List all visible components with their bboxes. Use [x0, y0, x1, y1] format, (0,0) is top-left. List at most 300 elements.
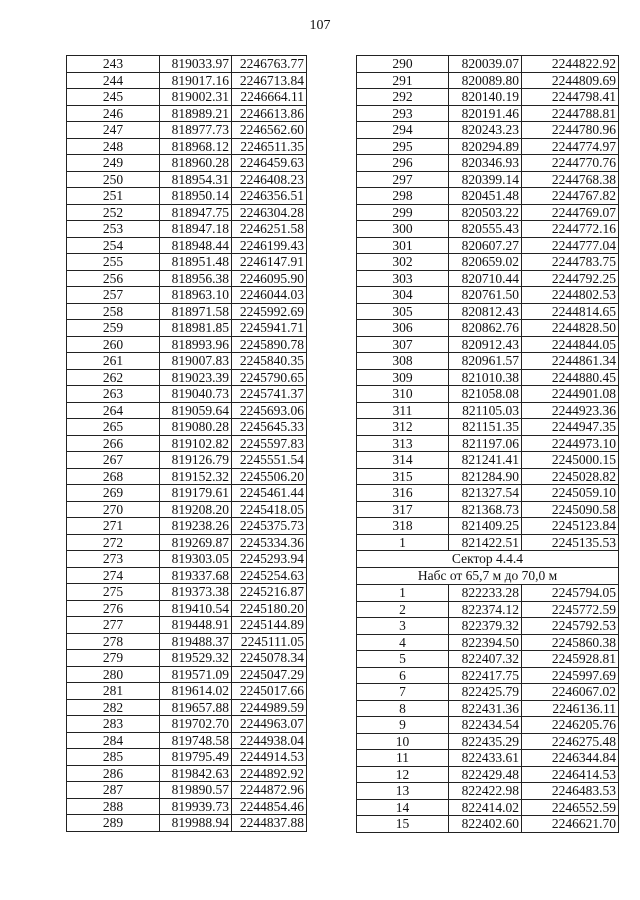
point-number-cell: 13 [357, 783, 449, 800]
x-coordinate-cell: 818947.18 [160, 221, 232, 238]
x-coordinate-cell: 822431.36 [449, 700, 522, 717]
x-coordinate-cell: 822434.54 [449, 717, 522, 734]
x-coordinate-cell: 819126.79 [160, 452, 232, 469]
y-coordinate-cell: 2244938.04 [232, 732, 307, 749]
point-number-cell: 243 [67, 56, 160, 73]
y-coordinate-cell: 2244798.41 [522, 89, 619, 106]
table-row [357, 518, 619, 535]
point-number-cell: 297 [357, 171, 449, 188]
table-row [357, 188, 619, 205]
y-coordinate-cell: 2245941.71 [232, 320, 307, 337]
y-coordinate-cell: 2244947.35 [522, 419, 619, 436]
table-row [67, 798, 307, 815]
x-coordinate-cell: 820912.43 [449, 336, 522, 353]
y-coordinate-cell: 2245047.29 [232, 666, 307, 683]
y-coordinate-cell: 2245693.06 [232, 402, 307, 419]
point-number-cell: 312 [357, 419, 449, 436]
point-number-cell: 1 [357, 534, 449, 551]
y-coordinate-cell: 2246356.51 [232, 188, 307, 205]
point-number-cell: 259 [67, 320, 160, 337]
x-coordinate-cell: 819614.02 [160, 683, 232, 700]
y-coordinate-cell: 2244989.59 [232, 699, 307, 716]
y-coordinate-cell: 2245992.69 [232, 303, 307, 320]
table-row [357, 303, 619, 320]
table-row [67, 468, 307, 485]
y-coordinate-cell: 2244963.07 [232, 716, 307, 733]
point-number-cell: 287 [67, 782, 160, 799]
point-number-cell: 307 [357, 336, 449, 353]
point-number-cell: 256 [67, 270, 160, 287]
y-coordinate-cell: 2245741.37 [232, 386, 307, 403]
x-coordinate-cell: 819410.54 [160, 600, 232, 617]
table-row [67, 551, 307, 568]
point-number-cell: 304 [357, 287, 449, 304]
point-number-cell: 281 [67, 683, 160, 700]
y-coordinate-cell: 2244774.97 [522, 138, 619, 155]
point-number-cell: 284 [67, 732, 160, 749]
point-number-cell: 314 [357, 452, 449, 469]
x-coordinate-cell: 819448.91 [160, 617, 232, 634]
y-coordinate-cell: 2245216.87 [232, 584, 307, 601]
point-number-cell: 246 [67, 105, 160, 122]
point-number-cell: 290 [357, 56, 449, 73]
table-row [357, 336, 619, 353]
point-number-cell: 261 [67, 353, 160, 370]
x-coordinate-cell: 821409.25 [449, 518, 522, 535]
x-coordinate-cell: 820503.22 [449, 204, 522, 221]
y-coordinate-cell: 2246552.59 [522, 799, 619, 816]
point-number-cell: 296 [357, 155, 449, 172]
y-coordinate-cell: 2244872.96 [232, 782, 307, 799]
x-coordinate-cell: 818981.85 [160, 320, 232, 337]
y-coordinate-cell: 2244802.53 [522, 287, 619, 304]
table-row [357, 138, 619, 155]
table-row [357, 270, 619, 287]
point-number-cell: 247 [67, 122, 160, 139]
x-coordinate-cell: 822402.60 [449, 816, 522, 833]
point-number-cell: 2 [357, 601, 449, 618]
point-number-cell: 12 [357, 766, 449, 783]
x-coordinate-cell: 820961.57 [449, 353, 522, 370]
table-row [357, 816, 619, 833]
point-number-cell: 262 [67, 369, 160, 386]
y-coordinate-cell: 2244973.10 [522, 435, 619, 452]
y-coordinate-cell: 2245078.34 [232, 650, 307, 667]
y-coordinate-cell: 2244861.34 [522, 353, 619, 370]
table-row [357, 72, 619, 89]
x-coordinate-cell: 822429.48 [449, 766, 522, 783]
y-coordinate-cell: 2245928.81 [522, 651, 619, 668]
y-coordinate-cell: 2244854.46 [232, 798, 307, 815]
table-row [357, 667, 619, 684]
y-coordinate-cell: 2245059.10 [522, 485, 619, 502]
table-row [67, 633, 307, 650]
x-coordinate-cell: 820243.23 [449, 122, 522, 139]
y-coordinate-cell: 2246044.03 [232, 287, 307, 304]
x-coordinate-cell: 821151.35 [449, 419, 522, 436]
y-coordinate-cell: 2244767.82 [522, 188, 619, 205]
point-number-cell: 264 [67, 402, 160, 419]
x-coordinate-cell: 822425.79 [449, 684, 522, 701]
x-coordinate-cell: 819571.09 [160, 666, 232, 683]
table-row [67, 336, 307, 353]
point-number-cell: 292 [357, 89, 449, 106]
table-row [67, 732, 307, 749]
x-coordinate-cell: 819373.38 [160, 584, 232, 601]
point-number-cell: 298 [357, 188, 449, 205]
x-coordinate-cell: 820294.89 [449, 138, 522, 155]
table-row [67, 419, 307, 436]
y-coordinate-cell: 2245794.05 [522, 585, 619, 602]
x-coordinate-cell: 818948.44 [160, 237, 232, 254]
point-number-cell: 268 [67, 468, 160, 485]
x-coordinate-cell: 820812.43 [449, 303, 522, 320]
point-number-cell: 318 [357, 518, 449, 535]
y-coordinate-cell: 2244822.92 [522, 56, 619, 73]
x-coordinate-cell: 819303.05 [160, 551, 232, 568]
y-coordinate-cell: 2246459.63 [232, 155, 307, 172]
y-coordinate-cell: 2244923.36 [522, 402, 619, 419]
sector-subtitle: Набс от 65,7 м до 70,0 м [357, 568, 619, 585]
table-row [357, 783, 619, 800]
x-coordinate-cell: 819488.37 [160, 633, 232, 650]
point-number-cell: 244 [67, 72, 160, 89]
table-row [67, 435, 307, 452]
y-coordinate-cell: 2246304.28 [232, 204, 307, 221]
x-coordinate-cell: 818971.58 [160, 303, 232, 320]
x-coordinate-cell: 819795.49 [160, 749, 232, 766]
table-row [67, 584, 307, 601]
x-coordinate-cell: 819657.88 [160, 699, 232, 716]
point-number-cell: 305 [357, 303, 449, 320]
y-coordinate-cell: 2246095.90 [232, 270, 307, 287]
x-coordinate-cell: 821105.03 [449, 402, 522, 419]
x-coordinate-cell: 819023.39 [160, 369, 232, 386]
point-number-cell: 255 [67, 254, 160, 271]
point-number-cell: 5 [357, 651, 449, 668]
table-row [67, 815, 307, 832]
x-coordinate-cell: 821241.41 [449, 452, 522, 469]
x-coordinate-cell: 819080.28 [160, 419, 232, 436]
table-row [357, 204, 619, 221]
table-row [357, 435, 619, 452]
table-row [357, 56, 619, 73]
point-number-cell: 253 [67, 221, 160, 238]
x-coordinate-cell: 820862.76 [449, 320, 522, 337]
table-row [67, 782, 307, 799]
x-coordinate-cell: 821422.51 [449, 534, 522, 551]
x-coordinate-cell: 819529.32 [160, 650, 232, 667]
y-coordinate-cell: 2244892.92 [232, 765, 307, 782]
point-number-cell: 279 [67, 650, 160, 667]
table-row [67, 600, 307, 617]
point-number-cell: 280 [67, 666, 160, 683]
y-coordinate-cell: 2245334.36 [232, 534, 307, 551]
y-coordinate-cell: 2246483.53 [522, 783, 619, 800]
x-coordinate-cell: 819702.70 [160, 716, 232, 733]
y-coordinate-cell: 2244828.50 [522, 320, 619, 337]
x-coordinate-cell: 822422.98 [449, 783, 522, 800]
x-coordinate-cell: 820659.02 [449, 254, 522, 271]
x-coordinate-cell: 819337.68 [160, 567, 232, 584]
y-coordinate-cell: 2244770.76 [522, 155, 619, 172]
x-coordinate-cell: 820710.44 [449, 270, 522, 287]
point-number-cell: 250 [67, 171, 160, 188]
x-coordinate-cell: 819939.73 [160, 798, 232, 815]
table-row [357, 237, 619, 254]
x-coordinate-cell: 822407.32 [449, 651, 522, 668]
point-number-cell: 276 [67, 600, 160, 617]
point-number-cell: 316 [357, 485, 449, 502]
y-coordinate-cell: 2244769.07 [522, 204, 619, 221]
point-number-cell: 275 [67, 584, 160, 601]
table-row [357, 287, 619, 304]
table-row [357, 105, 619, 122]
table-row [67, 485, 307, 502]
x-coordinate-cell: 821368.73 [449, 501, 522, 518]
point-number-cell: 291 [357, 72, 449, 89]
table-row [67, 171, 307, 188]
table-row [357, 485, 619, 502]
y-coordinate-cell: 2245645.33 [232, 419, 307, 436]
y-coordinate-cell: 2246664.11 [232, 89, 307, 106]
point-number-cell: 301 [357, 237, 449, 254]
y-coordinate-cell: 2245375.73 [232, 518, 307, 535]
y-coordinate-cell: 2244844.05 [522, 336, 619, 353]
point-number-cell: 277 [67, 617, 160, 634]
table-row [67, 320, 307, 337]
y-coordinate-cell: 2245997.69 [522, 667, 619, 684]
y-coordinate-cell: 2244914.53 [232, 749, 307, 766]
point-number-cell: 310 [357, 386, 449, 403]
point-number-cell: 311 [357, 402, 449, 419]
table-row [67, 221, 307, 238]
sector-title-row [357, 551, 619, 568]
x-coordinate-cell: 821197.06 [449, 435, 522, 452]
x-coordinate-cell: 820555.43 [449, 221, 522, 238]
point-number-cell: 251 [67, 188, 160, 205]
y-coordinate-cell: 2246205.76 [522, 717, 619, 734]
table-row [357, 402, 619, 419]
y-coordinate-cell: 2245506.20 [232, 468, 307, 485]
y-coordinate-cell: 2246763.77 [232, 56, 307, 73]
point-number-cell: 300 [357, 221, 449, 238]
y-coordinate-cell: 2245000.15 [522, 452, 619, 469]
point-number-cell: 282 [67, 699, 160, 716]
y-coordinate-cell: 2245461.44 [232, 485, 307, 502]
y-coordinate-cell: 2245090.58 [522, 501, 619, 518]
table-row [357, 799, 619, 816]
x-coordinate-cell: 818960.28 [160, 155, 232, 172]
y-coordinate-cell: 2245418.05 [232, 501, 307, 518]
x-coordinate-cell: 819040.73 [160, 386, 232, 403]
point-number-cell: 283 [67, 716, 160, 733]
x-coordinate-cell: 819002.31 [160, 89, 232, 106]
y-coordinate-cell: 2246621.70 [522, 816, 619, 833]
table-row [67, 353, 307, 370]
y-coordinate-cell: 2244768.38 [522, 171, 619, 188]
point-number-cell: 11 [357, 750, 449, 767]
table-row [67, 617, 307, 634]
coordinates-table-left [66, 55, 307, 832]
point-number-cell: 294 [357, 122, 449, 139]
y-coordinate-cell: 2244837.88 [232, 815, 307, 832]
y-coordinate-cell: 2244814.65 [522, 303, 619, 320]
point-number-cell: 266 [67, 435, 160, 452]
table-row [67, 72, 307, 89]
coordinates-table-right [356, 55, 619, 833]
y-coordinate-cell: 2244772.16 [522, 221, 619, 238]
point-number-cell: 285 [67, 749, 160, 766]
x-coordinate-cell: 821327.54 [449, 485, 522, 502]
y-coordinate-cell: 2245254.63 [232, 567, 307, 584]
point-number-cell: 286 [67, 765, 160, 782]
y-coordinate-cell: 2244792.25 [522, 270, 619, 287]
x-coordinate-cell: 822435.29 [449, 733, 522, 750]
x-coordinate-cell: 818954.31 [160, 171, 232, 188]
y-coordinate-cell: 2245840.35 [232, 353, 307, 370]
table-row [67, 254, 307, 271]
y-coordinate-cell: 2245028.82 [522, 468, 619, 485]
y-coordinate-cell: 2245597.83 [232, 435, 307, 452]
table-row [357, 601, 619, 618]
x-coordinate-cell: 819748.58 [160, 732, 232, 749]
table-row [67, 749, 307, 766]
x-coordinate-cell: 819269.87 [160, 534, 232, 551]
x-coordinate-cell: 820089.80 [449, 72, 522, 89]
y-coordinate-cell: 2246147.91 [232, 254, 307, 271]
table-row [357, 468, 619, 485]
table-row [67, 402, 307, 419]
table-row [357, 452, 619, 469]
y-coordinate-cell: 2245860.38 [522, 634, 619, 651]
y-coordinate-cell: 2245890.78 [232, 336, 307, 353]
sector-subtitle-row [357, 568, 619, 585]
y-coordinate-cell: 2246067.02 [522, 684, 619, 701]
x-coordinate-cell: 822233.28 [449, 585, 522, 602]
table-row [357, 618, 619, 635]
point-number-cell: 271 [67, 518, 160, 535]
point-number-cell: 6 [357, 667, 449, 684]
x-coordinate-cell: 820140.19 [449, 89, 522, 106]
table-row [357, 221, 619, 238]
table-row [357, 717, 619, 734]
point-number-cell: 245 [67, 89, 160, 106]
x-coordinate-cell: 822433.61 [449, 750, 522, 767]
table-row [357, 651, 619, 668]
point-number-cell: 289 [67, 815, 160, 832]
x-coordinate-cell: 819033.97 [160, 56, 232, 73]
x-coordinate-cell: 820191.46 [449, 105, 522, 122]
point-number-cell: 293 [357, 105, 449, 122]
table-row [67, 699, 307, 716]
table-row [357, 733, 619, 750]
point-number-cell: 270 [67, 501, 160, 518]
table-row [67, 237, 307, 254]
table-row [67, 89, 307, 106]
x-coordinate-cell: 819017.16 [160, 72, 232, 89]
y-coordinate-cell: 2246136.11 [522, 700, 619, 717]
table-row [357, 750, 619, 767]
point-number-cell: 278 [67, 633, 160, 650]
x-coordinate-cell: 820607.27 [449, 237, 522, 254]
x-coordinate-cell: 818993.96 [160, 336, 232, 353]
x-coordinate-cell: 819208.20 [160, 501, 232, 518]
table-row [357, 369, 619, 386]
table-row [67, 386, 307, 403]
table-row [67, 303, 307, 320]
x-coordinate-cell: 818963.10 [160, 287, 232, 304]
y-coordinate-cell: 2246408.23 [232, 171, 307, 188]
y-coordinate-cell: 2245017.66 [232, 683, 307, 700]
x-coordinate-cell: 822414.02 [449, 799, 522, 816]
table-row [357, 534, 619, 551]
y-coordinate-cell: 2245293.94 [232, 551, 307, 568]
x-coordinate-cell: 821010.38 [449, 369, 522, 386]
table-row [357, 419, 619, 436]
y-coordinate-cell: 2244780.96 [522, 122, 619, 139]
table-row [357, 766, 619, 783]
table-row [67, 765, 307, 782]
y-coordinate-cell: 2246713.84 [232, 72, 307, 89]
y-coordinate-cell: 2246275.48 [522, 733, 619, 750]
point-number-cell: 249 [67, 155, 160, 172]
y-coordinate-cell: 2246251.58 [232, 221, 307, 238]
point-number-cell: 258 [67, 303, 160, 320]
y-coordinate-cell: 2245180.20 [232, 600, 307, 617]
point-number-cell: 252 [67, 204, 160, 221]
point-number-cell: 9 [357, 717, 449, 734]
point-number-cell: 260 [67, 336, 160, 353]
x-coordinate-cell: 819842.63 [160, 765, 232, 782]
table-row [67, 501, 307, 518]
point-number-cell: 309 [357, 369, 449, 386]
x-coordinate-cell: 818968.12 [160, 138, 232, 155]
table-row [67, 105, 307, 122]
point-number-cell: 7 [357, 684, 449, 701]
x-coordinate-cell: 818956.38 [160, 270, 232, 287]
x-coordinate-cell: 819988.94 [160, 815, 232, 832]
x-coordinate-cell: 821058.08 [449, 386, 522, 403]
point-number-cell: 4 [357, 634, 449, 651]
point-number-cell: 299 [357, 204, 449, 221]
y-coordinate-cell: 2245123.84 [522, 518, 619, 535]
y-coordinate-cell: 2246414.53 [522, 766, 619, 783]
point-number-cell: 267 [67, 452, 160, 469]
sector-title: Сектор 4.4.4 [357, 551, 619, 568]
table-row [67, 452, 307, 469]
y-coordinate-cell: 2244777.04 [522, 237, 619, 254]
x-coordinate-cell: 820399.14 [449, 171, 522, 188]
table-row [67, 534, 307, 551]
table-row [357, 353, 619, 370]
table-row [67, 56, 307, 73]
point-number-cell: 263 [67, 386, 160, 403]
point-number-cell: 14 [357, 799, 449, 816]
table-row [67, 683, 307, 700]
x-coordinate-cell: 819890.57 [160, 782, 232, 799]
point-number-cell: 274 [67, 567, 160, 584]
point-number-cell: 265 [67, 419, 160, 436]
point-number-cell: 10 [357, 733, 449, 750]
table-row [357, 684, 619, 701]
table-row [357, 386, 619, 403]
x-coordinate-cell: 822417.75 [449, 667, 522, 684]
table-row [357, 155, 619, 172]
point-number-cell: 306 [357, 320, 449, 337]
y-coordinate-cell: 2246511.35 [232, 138, 307, 155]
point-number-cell: 8 [357, 700, 449, 717]
